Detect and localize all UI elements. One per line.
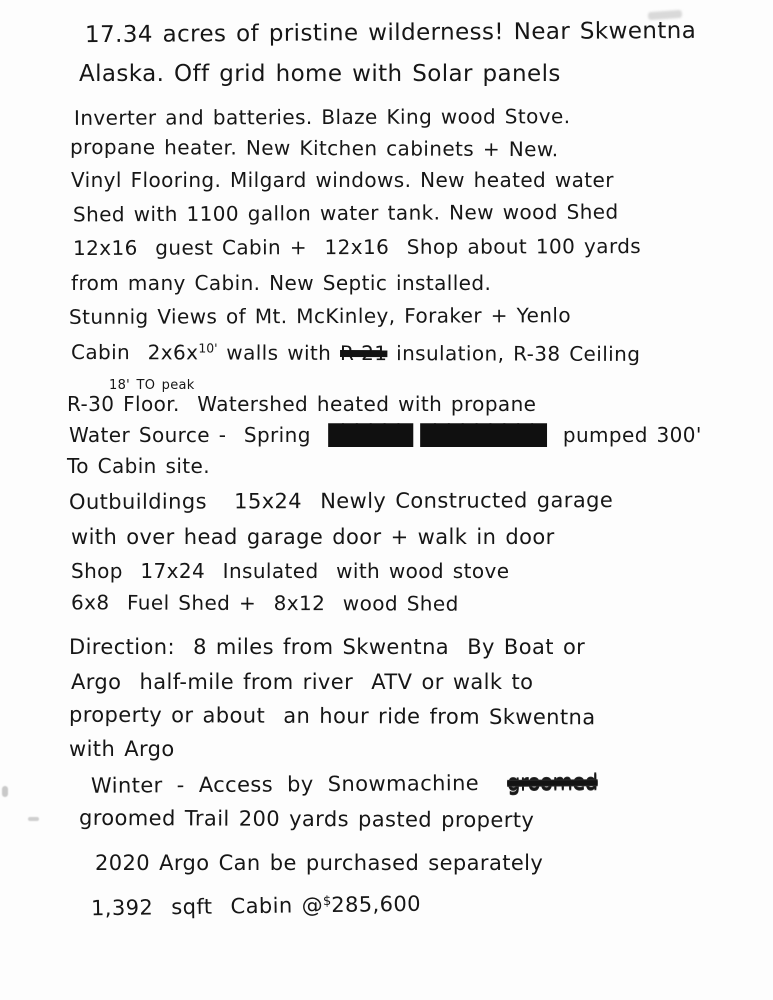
handwritten-line: propane heater. New Kitchen cabinets + New. (69, 134, 559, 162)
handwritten-line: groomed Trail 200 yards pasted property (78, 805, 535, 833)
superscript-note: 18' TO peak (109, 378, 195, 393)
outbuildings-line: Outbuildings 15x24 Newly Constructed garage (68, 488, 614, 514)
headline-line: 17.34 acres of pristine wilderness! Near Skwentna (84, 17, 697, 49)
crossed-out-word: groomed (507, 770, 598, 795)
handwritten-line: with over head garage door + walk in door (71, 525, 555, 549)
redacted-word: ██████ (328, 423, 412, 447)
superscript-note: 10' (198, 340, 218, 356)
line-text: R-30 Floor. Watershed heated with propane (67, 392, 537, 416)
scan-artifact (2, 786, 8, 797)
line-text: 1,392 sqft Cabin @ (90, 893, 324, 921)
line-text: insulation, R-38 Ceiling (387, 341, 641, 366)
handwritten-line: property or about an hour ride from Skwentna (68, 702, 596, 730)
handwritten-line: Vinyl Flooring. Milgard windows. New heated water (71, 168, 614, 192)
cabin-specs-line (71, 340, 640, 366)
scan-artifact (28, 817, 39, 821)
handwritten-line: with Argo (69, 737, 175, 761)
handwritten-line: Argo half-mile from river ATV or walk to (71, 670, 534, 694)
directions-line: Direction: 8 miles from Skwentna By Boat or (69, 635, 586, 659)
water-source-line (69, 423, 702, 447)
redacted-word: █████████ (420, 423, 546, 447)
handwritten-line: Shop 17x24 Insulated with wood stove (71, 559, 510, 583)
handwritten-line: Shed with 1100 gallon water tank. New wood Shed (72, 199, 619, 227)
handwritten-line: Alaska. Off grid home with Solar panels (79, 61, 561, 87)
line-text: walls with (217, 340, 341, 365)
price-amount: 285,600 (331, 891, 422, 917)
line-text: Winter - Access by Snowmachine (90, 770, 508, 798)
handwritten-line: 12x16 guest Cabin + 12x16 Shop about 100 yards (72, 234, 642, 260)
handwritten-line: 2020 Argo Can be purchased separately (95, 851, 544, 875)
floor-specs-line (67, 378, 537, 416)
line-text: pumped 300' (545, 423, 702, 447)
line-text: Cabin 2x6x (70, 340, 199, 365)
price-line (91, 892, 421, 921)
dollar-sign: $ (322, 893, 332, 909)
handwritten-line: Stunnig Views of Mt. McKinley, Foraker + Yenlo (68, 303, 572, 329)
line-text: Water Source - Spring (69, 423, 329, 447)
handwritten-line: 6x8 Fuel Shed + 8x12 wood Shed (70, 590, 459, 616)
handwritten-line: from many Cabin. New Septic installed. (71, 271, 492, 295)
winter-access-line (91, 770, 598, 798)
handwritten-line: Inverter and batteries. Blaze King wood Stove. (73, 104, 571, 130)
handwritten-line: To Cabin site. (67, 454, 210, 478)
crossed-out-word: R-21 (339, 340, 388, 366)
